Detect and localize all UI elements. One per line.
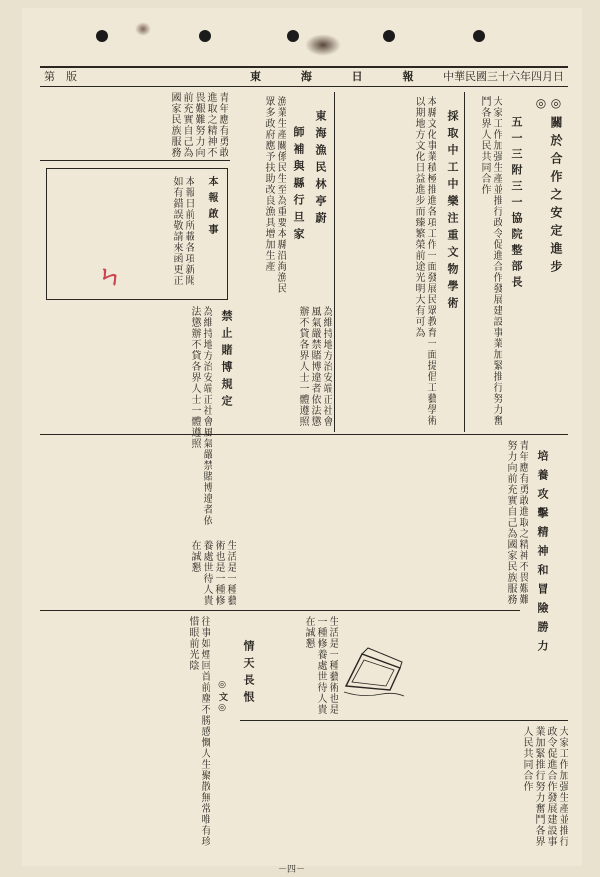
column-rule <box>334 92 335 432</box>
masthead-paper-name: 東 海 日 報 <box>250 70 432 83</box>
notice-box-title: 本報啟事 <box>206 176 217 240</box>
section-rule <box>40 160 230 161</box>
article-4-title: 培養攻擊精神和冒險勝力 <box>536 450 549 659</box>
masthead <box>40 66 568 87</box>
bottom-left-block: 生活是一種藝術也是一種修養處世待人貴在誠懇 <box>189 540 236 606</box>
page-number: －四－ <box>278 865 306 875</box>
binding-hole <box>383 30 395 42</box>
article-2-body: 漁業生產關係民生至為重要本縣沿海漁民眾多政府應予扶助改良漁具增加生產 <box>263 96 286 294</box>
red-seal-stamp: ㄣ <box>93 258 127 295</box>
article-2-title: 東海漁民林亭蔚 <box>314 110 327 229</box>
section-rule <box>240 720 568 721</box>
article-5-body: 往事如煙回首前塵不勝感慨人生聚散無常唯有珍惜眼前光陰 <box>187 616 210 847</box>
article-3-body: 為維持地方治安端正社會風氣嚴禁賭博違者依法懲辦不貸各界人士一體遵照 <box>297 306 332 427</box>
middle-lower-block: 生活是一種藝術也是一種修養處世待人貴在誠懇 <box>303 616 338 715</box>
binding-hole <box>199 30 211 42</box>
section-rule <box>40 610 520 611</box>
right-column-header-1: ◎關於合作之安定進步◎ <box>534 96 563 278</box>
binding-hole <box>96 30 108 42</box>
article-1-title: 採取中工中樂注重文物學術 <box>446 110 459 314</box>
masthead-page-label: 第 版 <box>44 70 77 83</box>
binding-hole <box>287 30 299 42</box>
right-column-header-2: 五一三附三一協院整部長 <box>510 116 523 292</box>
article-5-byline: ◎文◎ <box>217 680 227 715</box>
notice-box-body: 本報日前所載各項新聞如有錯誤敬請來函更正 <box>171 176 194 286</box>
article-2-subtitle: 師補與縣行旦家 <box>292 126 305 245</box>
boat-illustration <box>342 646 406 700</box>
top-left-block: 青年應有勇敢進取之精神不畏艱難努力向前充實自己為國家民族服務 <box>169 92 228 158</box>
ink-stain <box>305 34 341 56</box>
article-1-body: 本縣文化事業積極推進各項工作一面發展民眾教育一面提倡工藝學術以期地方文化日益進步而臻繁榮前途光明大有可為 <box>413 96 436 426</box>
column-rule <box>464 92 465 432</box>
bottom-right-block: 大家工作加强生產並推行政令促進合作發展建設事業加緊推行努力奮鬥各界人民共同合作 <box>521 726 568 847</box>
article-3-title: 禁止賭博規定 <box>220 310 233 412</box>
ink-stain <box>135 22 151 36</box>
article-3-body-continued: 為維持地方治安端正社會風氣嚴禁賭博違者依法懲辦不貸各界人士一體遵照 <box>189 306 212 526</box>
article-4-body: 青年應有勇敢進取之精神不畏艱難努力向前充實自己為國家民族服務 <box>505 440 528 605</box>
masthead-date: 中華民國三十六年四月日 <box>443 70 564 83</box>
right-column-body: 大家工作加强生產並推行政令促進合作發展建設事業加緊推行努力奮鬥各界人民共同合作 <box>479 96 502 426</box>
article-5-title: 情天長恨 <box>242 640 255 708</box>
binding-hole <box>473 30 485 42</box>
